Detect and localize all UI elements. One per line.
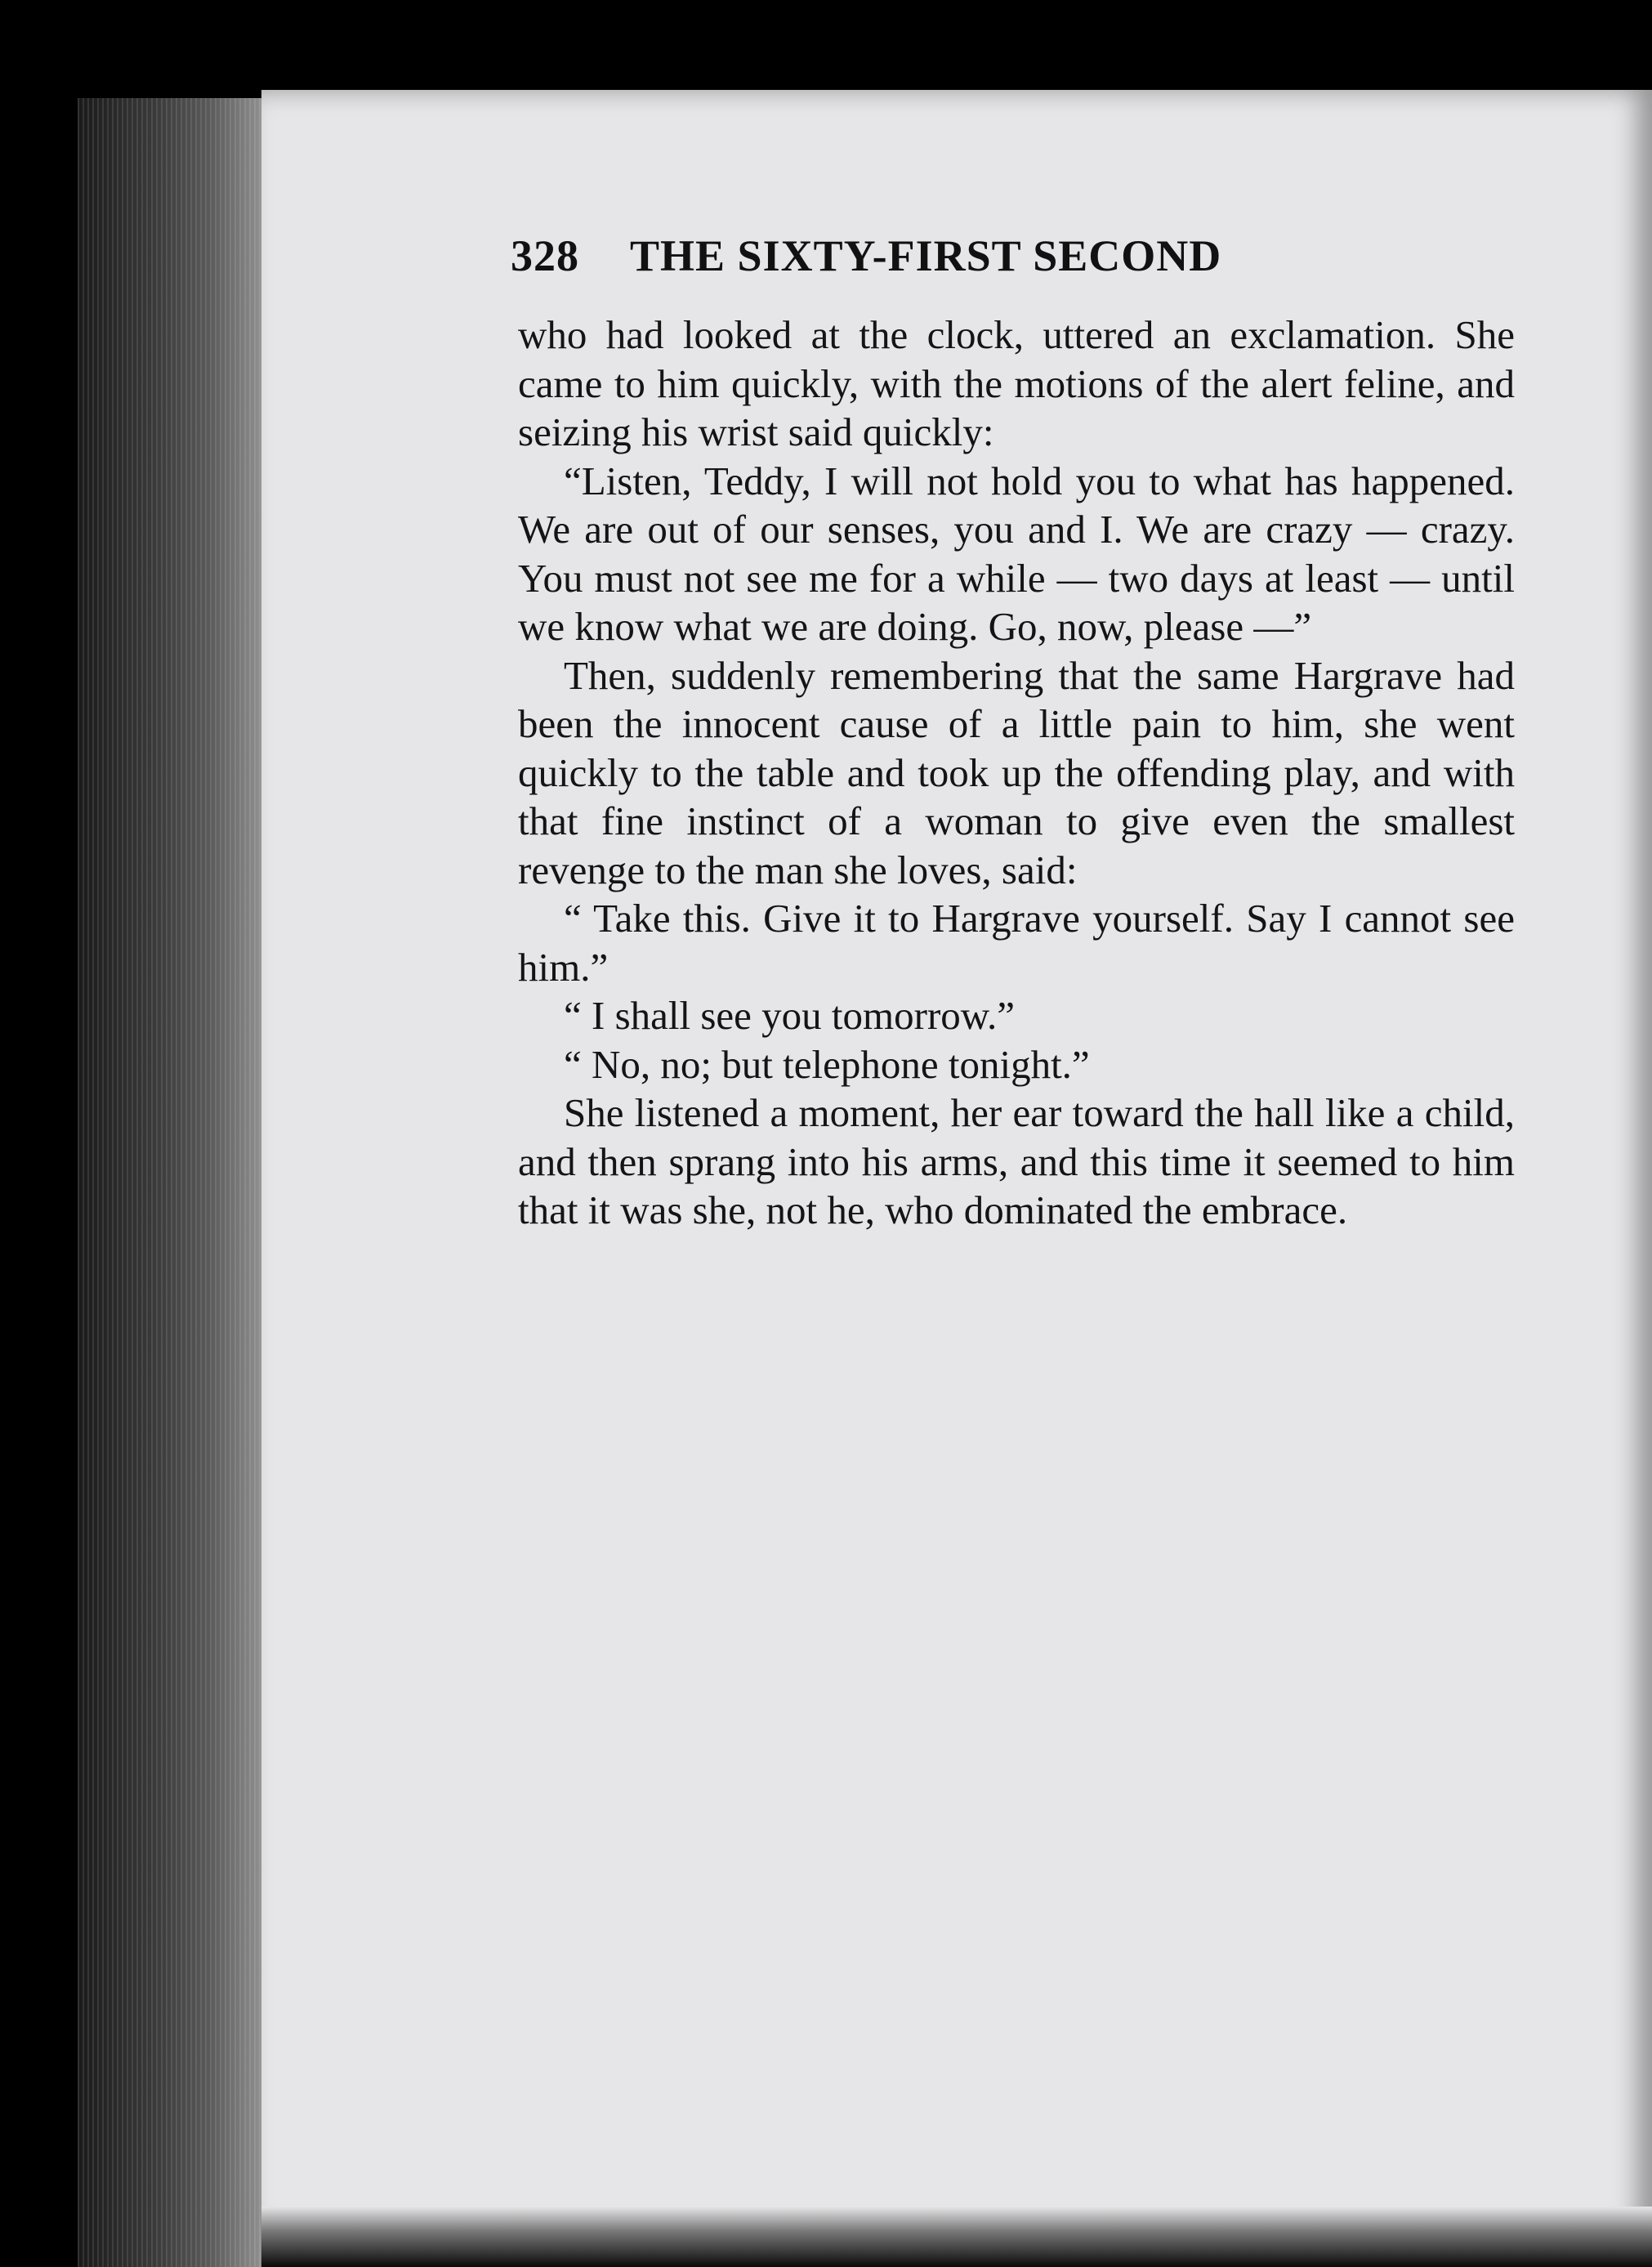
page-bottom-shadow	[261, 2207, 1652, 2267]
paragraph: She listened a moment, her ear toward the hall like a child, and then sprang into his arms, and this time it seemed to him that it was she, not he, who dominated the embrace.	[518, 1090, 1515, 1232]
running-title: THE SIXTY-FIRST SECOND	[630, 231, 1222, 280]
paragraph: “ I shall see you tomorrow.”	[564, 993, 1015, 1038]
running-head	[511, 230, 1409, 281]
paragraph: “Listen, Teddy, I will not hold you to what has happened. We are out of our senses, you and I. We are crazy — crazy. You must not see me for a while — two days at least — until we know what we are doing. Go, now, please —”	[518, 458, 1515, 649]
paragraph: “ No, no; but telephone tonight.”	[564, 1041, 1090, 1087]
paragraph: “ Take this. Give it to Hargrave yourself. Say I cannot see him.”	[518, 896, 1515, 990]
paragraph: Then, suddenly remembering that the same Hargrave had been the innocent cause of a little pain to him, she went quickly to the table and took up the offending play, and with that fine instinct of a woman to give even the smallest revenge to the man she loves, said:	[518, 652, 1515, 892]
paragraph: who had looked at the clock, uttered an exclamation. She came to him quickly, with the motions of the alert feline, and seizing his wrist said quickly:	[518, 312, 1515, 454]
page-number: 328	[511, 231, 579, 280]
body-text	[518, 311, 1515, 1235]
